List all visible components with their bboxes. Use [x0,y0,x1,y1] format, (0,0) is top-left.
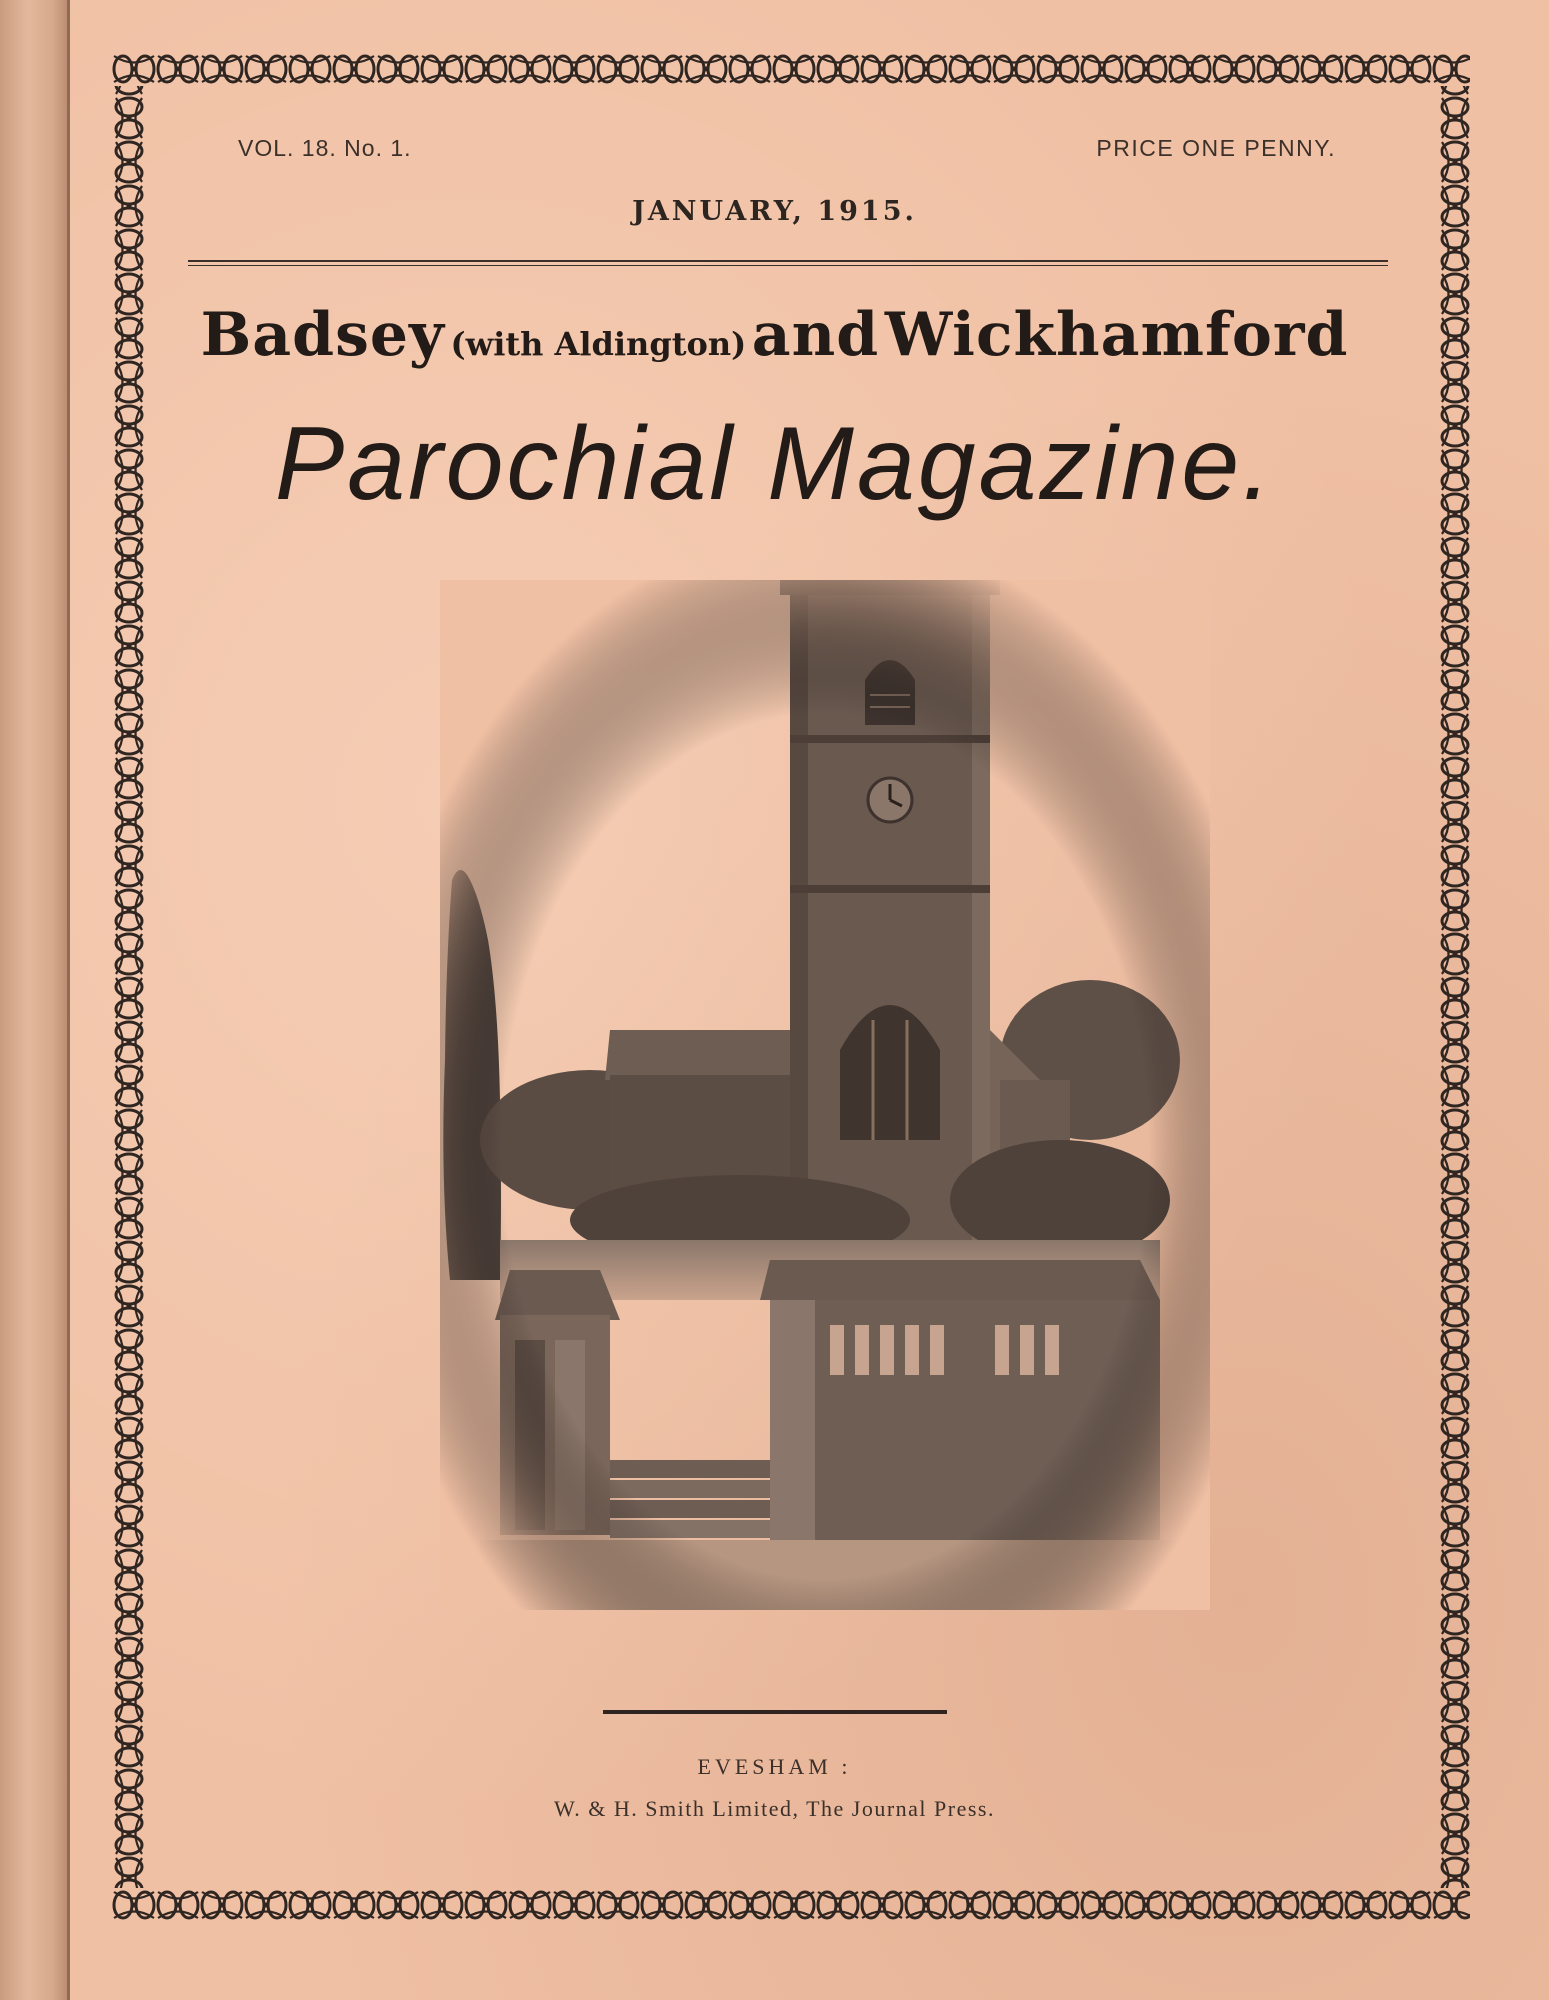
title-place-b: Wickhamford [884,300,1349,370]
title-parenthetical: (with Aldington) [450,325,747,363]
issue-date: JANUARY, 1915. [632,196,917,227]
magazine-subtitle: Parochial Magazine. [274,406,1275,522]
footer-rule [603,1710,947,1714]
title-place-a: Badsey [200,300,445,370]
title-connector: and [751,300,880,370]
header-rule [188,260,1388,266]
church-photograph [440,580,1210,1610]
volume-number: VOL. 18. No. 1. [238,135,412,161]
masthead-title [0,300,1549,370]
printer-location: EVESHAM : [697,1754,852,1779]
issue-header [238,135,1336,175]
price-label: PRICE ONE PENNY. [1096,135,1336,161]
publisher-line: W. & H. Smith Limited, The Journal Press. [554,1796,995,1821]
